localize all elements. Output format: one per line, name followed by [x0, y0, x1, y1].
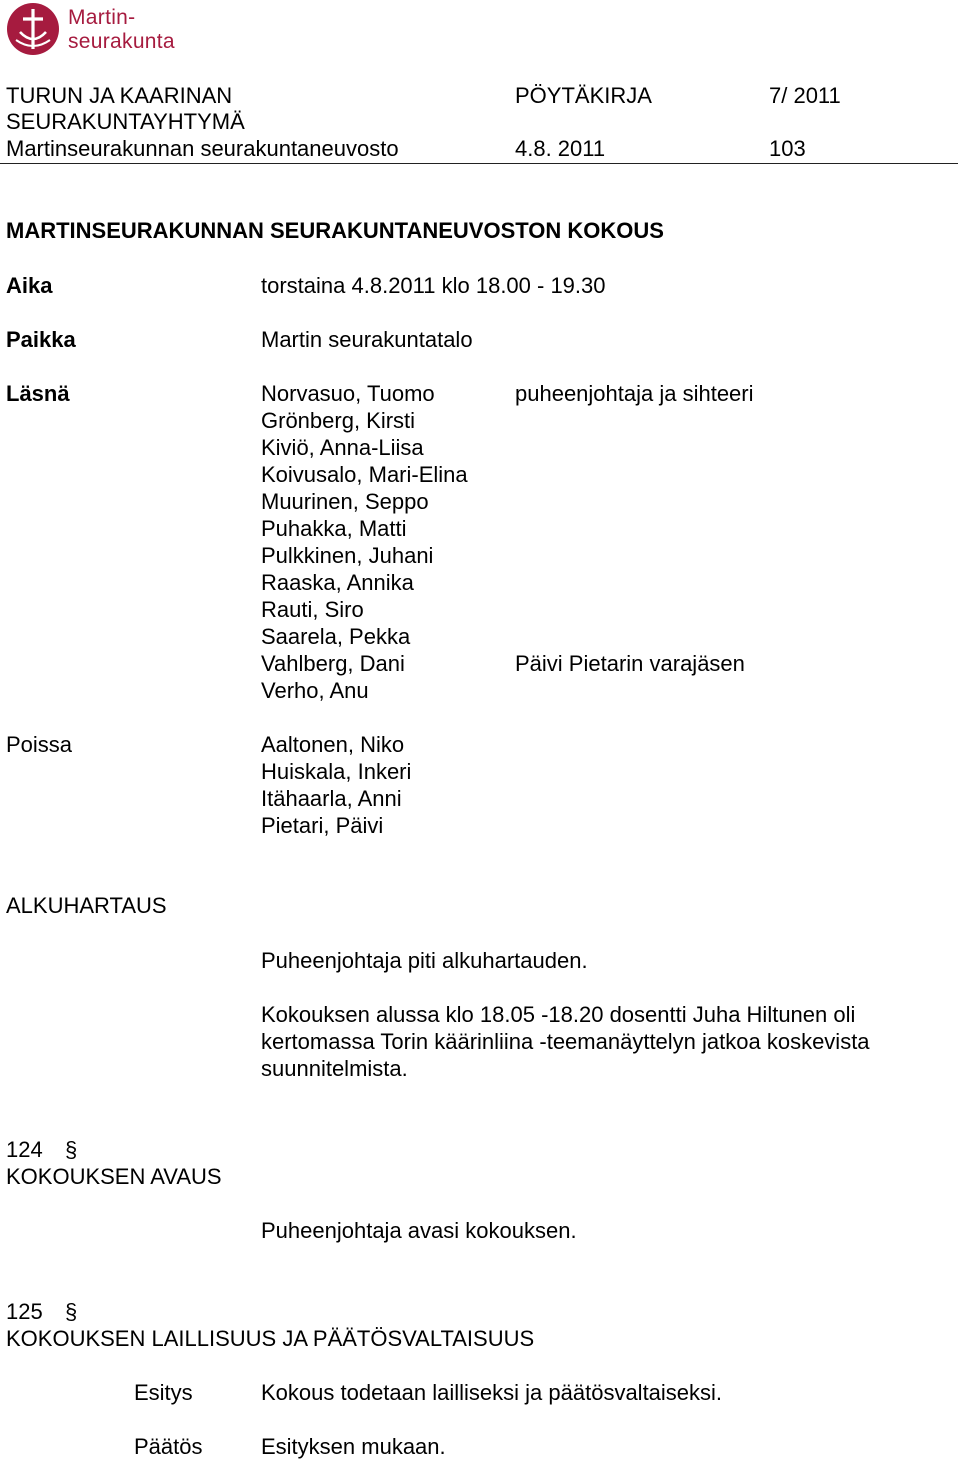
proposal-text: Kokous todetaan lailliseksi ja päätösvaltaiseksi.: [261, 1380, 723, 1405]
list-item: Huiskala, Inkeri: [261, 759, 412, 784]
list-item: Pulkkinen, Juhani: [261, 543, 434, 568]
present-role-substitute: Päivi Pietarin varajäsen: [515, 651, 745, 676]
list-item: Grönberg, Kirsti: [261, 408, 416, 433]
organization-logo: [6, 2, 196, 58]
document-date: 4.8. 2011: [515, 136, 606, 161]
list-item: Verho, Anu: [261, 678, 369, 703]
list-item: Puhakka, Matti: [261, 516, 407, 541]
section-number: 125: [6, 1299, 43, 1324]
logo-line-1: Martin-: [68, 6, 136, 29]
section-125-number-line: [6, 1298, 77, 1325]
section-124-number-line: [6, 1136, 77, 1163]
present-list: [261, 380, 468, 704]
list-item: Raaska, Annika: [261, 570, 414, 595]
org-name-line-1: TURUN JA KAARINAN: [6, 83, 233, 108]
section-number: 124: [6, 1137, 43, 1162]
list-item: Norvasuo, Tuomo: [261, 381, 435, 406]
list-item: Pietari, Päivi: [261, 813, 384, 838]
org-name-line-2: SEURAKUNTAYHTYMÄ: [6, 109, 245, 134]
list-item: Aaltonen, Niko: [261, 732, 405, 757]
proposal-label: Esitys: [134, 1380, 193, 1405]
decision-text: Esityksen mukaan.: [261, 1434, 446, 1459]
section-symbol: §: [64, 1137, 78, 1162]
meeting-title: MARTINSEURAKUNNAN SEURAKUNTANEUVOSTON KOKOUS: [6, 218, 664, 243]
church-emblem-icon: [6, 2, 60, 56]
list-item: Saarela, Pekka: [261, 624, 411, 649]
absent-list: [261, 731, 411, 839]
decision-label: Päätös: [134, 1434, 203, 1459]
place-value: Martin seurakuntatalo: [261, 327, 473, 352]
devotion-guest-text: Kokouksen alussa klo 18.05 -18.20 dosentti Juha Hiltunen oli kertomassa Torin käärinliina -teemanäyttelyn jatkoa koskevista suunnitelmista.: [261, 1002, 870, 1081]
present-role-chair: puheenjohtaja ja sihteeri: [515, 381, 754, 406]
section-124-text: Puheenjohtaja avasi kokouksen.: [261, 1218, 577, 1243]
list-item: Muurinen, Seppo: [261, 489, 429, 514]
logo-wordmark: [68, 6, 175, 54]
place-label: Paikka: [6, 327, 76, 352]
section-124-heading: KOKOUKSEN AVAUS: [6, 1164, 222, 1189]
document-type: PÖYTÄKIRJA: [515, 83, 652, 108]
absent-label: Poissa: [6, 732, 73, 757]
list-item: Koivusalo, Mari-Elina: [261, 462, 468, 487]
time-value: torstaina 4.8.2011 klo 18.00 - 19.30: [261, 273, 606, 298]
section-symbol: §: [64, 1299, 78, 1324]
issue-number: 7/ 2011: [769, 83, 841, 108]
list-item: Kiviö, Anna-Liisa: [261, 435, 424, 460]
list-item: Rauti, Siro: [261, 597, 364, 622]
header-divider: [0, 163, 958, 164]
section-125-heading: KOKOUKSEN LAILLISUUS JA PÄÄTÖSVALTAISUUS: [6, 1326, 535, 1351]
list-item: Itähaarla, Anni: [261, 786, 402, 811]
time-label: Aika: [6, 273, 53, 298]
list-item: Vahlberg, Dani: [261, 651, 405, 676]
devotion-text: Puheenjohtaja piti alkuhartauden.: [261, 948, 588, 973]
page-number: 103: [769, 136, 806, 161]
present-label: Läsnä: [6, 381, 70, 406]
org-name-line-3: Martinseurakunnan seurakuntaneuvosto: [6, 136, 399, 161]
logo-line-2: seurakunta: [68, 30, 175, 53]
devotion-heading: ALKUHARTAUS: [6, 893, 167, 918]
